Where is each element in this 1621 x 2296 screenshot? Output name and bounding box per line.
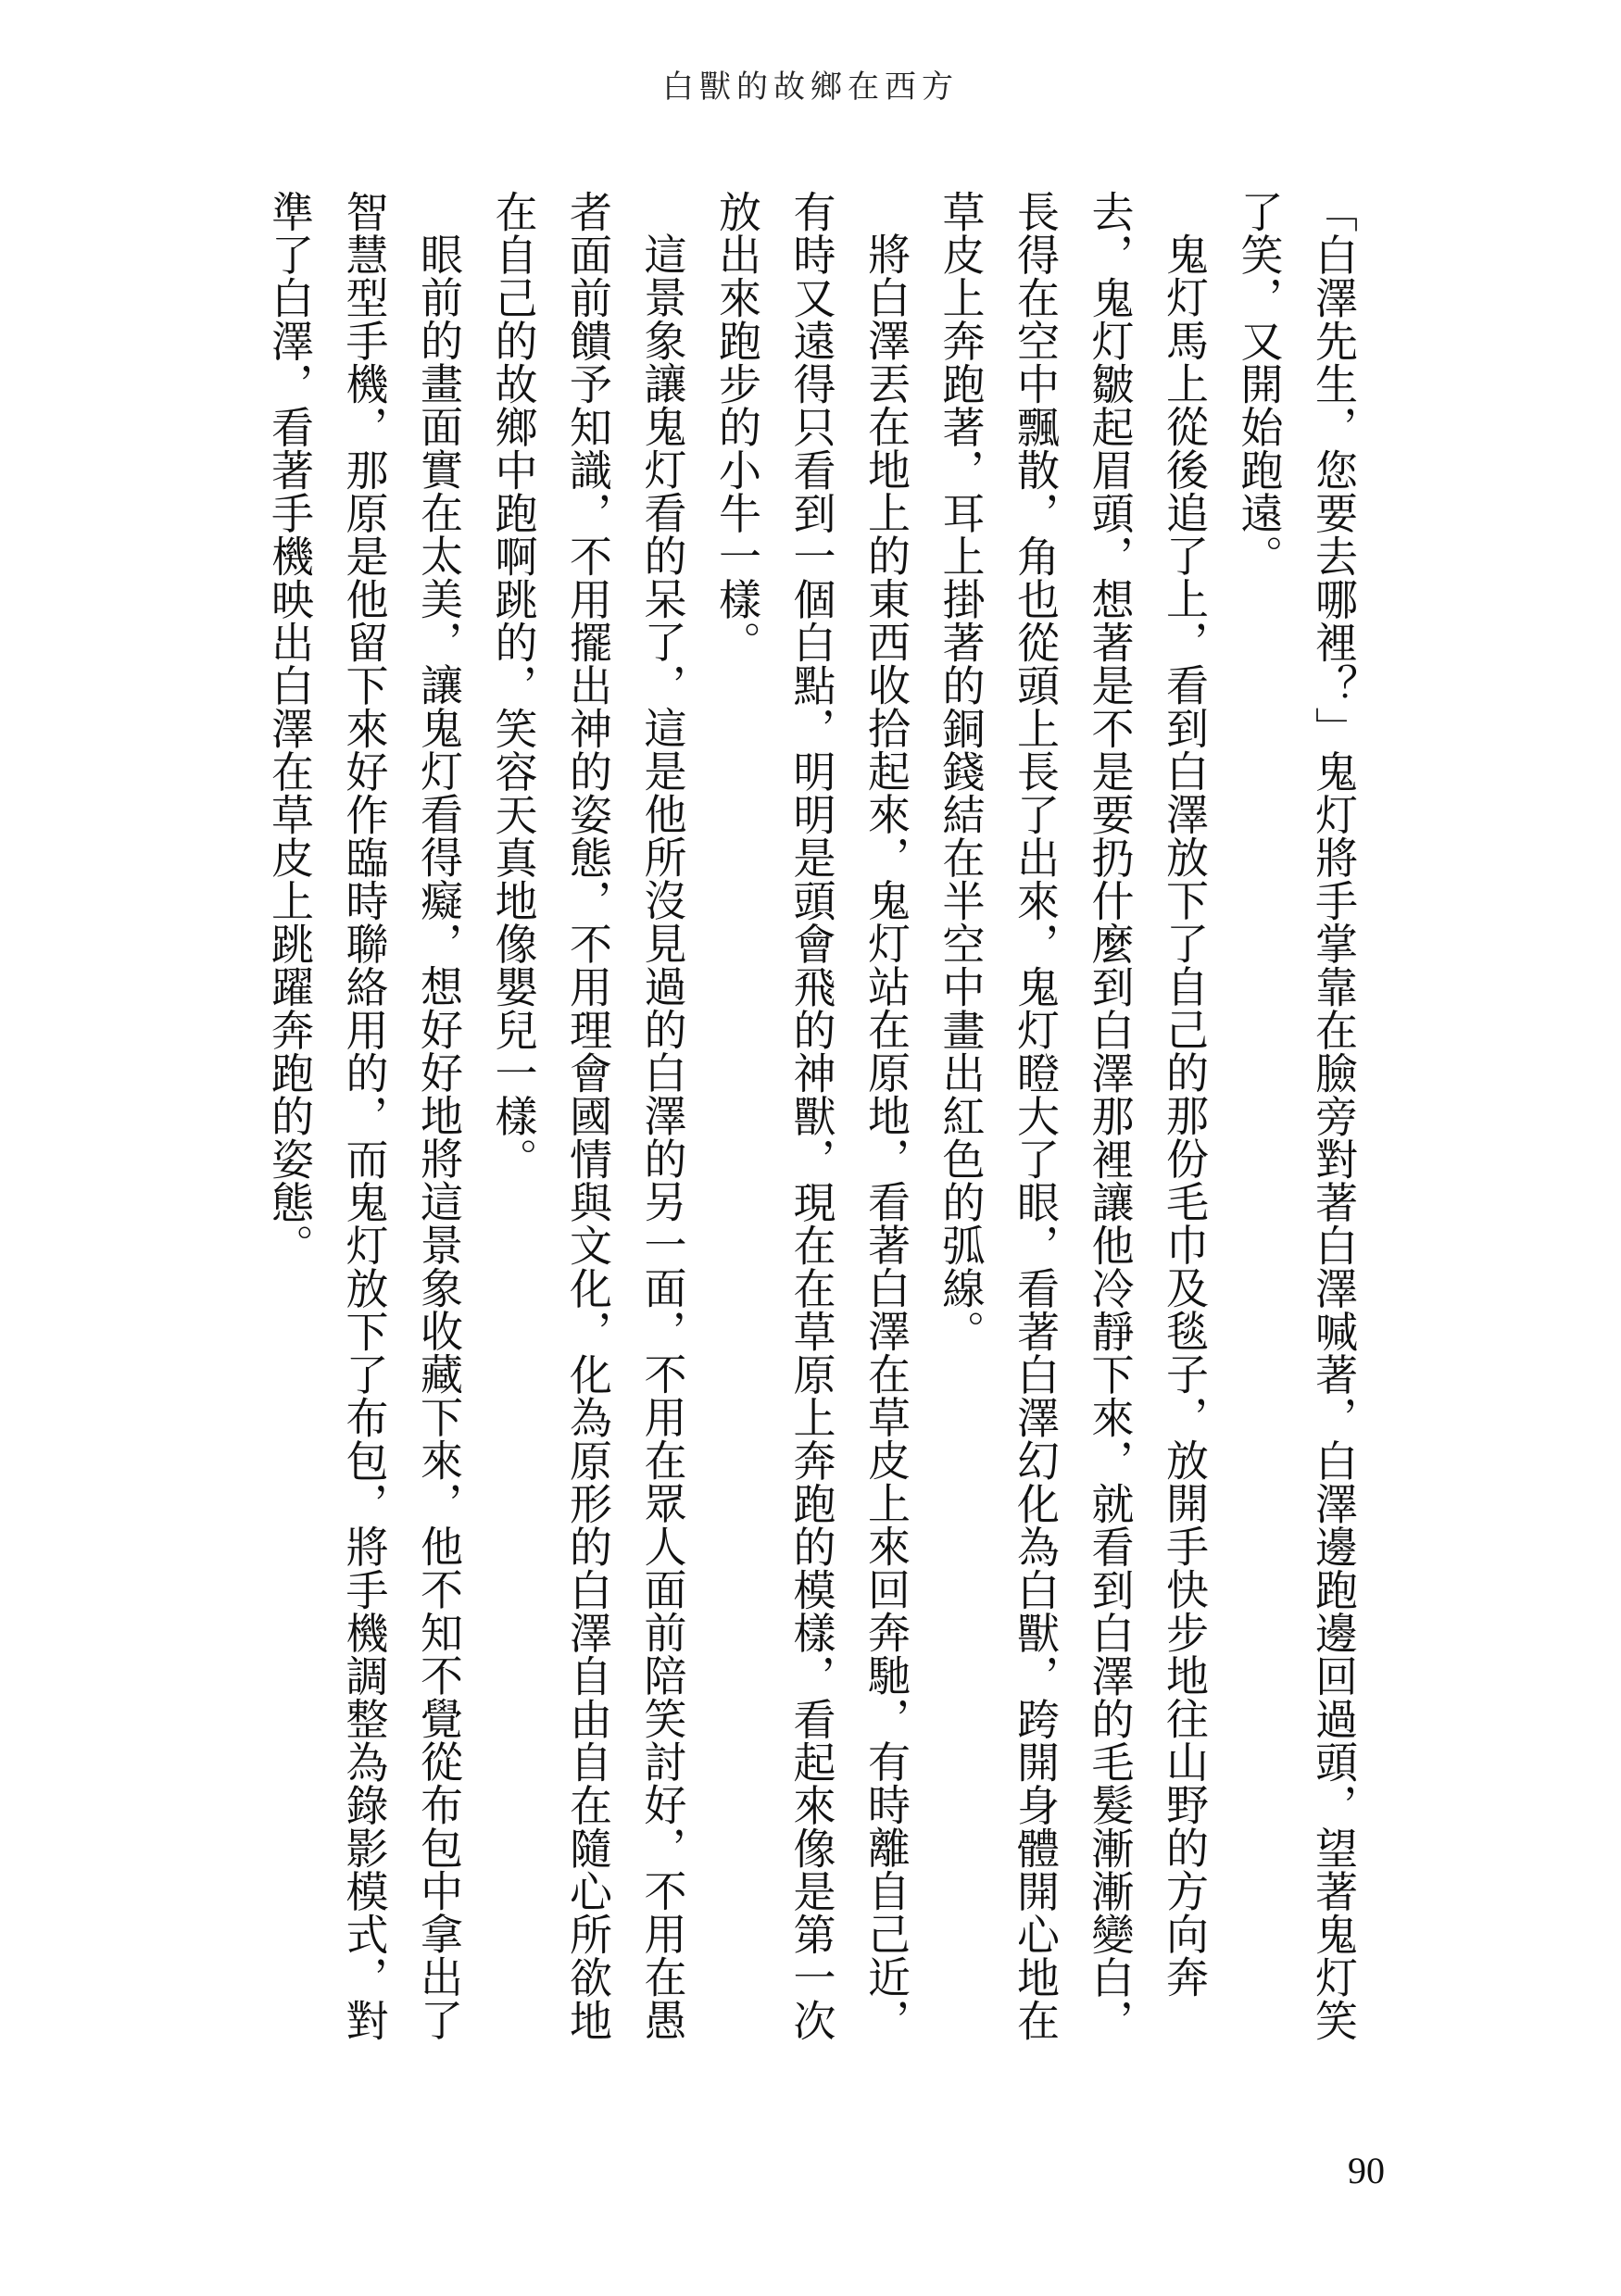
paragraph: 將白澤丟在地上的東西收拾起來，鬼灯站在原地，看著白澤在草皮上來回奔馳，有時離自己近，有時又遠得只看到一個白點，明明是頭會飛的神獸，現在在草原上奔跑的模樣，看起來像是第一次放出來跑步的小牛一樣。: [712, 190, 911, 2042]
paragraph: 「白澤先生，您要去哪裡？」鬼灯將手掌靠在臉旁對著白澤喊著，白澤邊跑邊回過頭，望著鬼灯笑了笑，又開始跑遠。: [1234, 190, 1359, 2042]
body-text: [195, 190, 1371, 2075]
running-header: 白獸的故鄉在西方: [662, 69, 959, 106]
paragraph: 眼前的畫面實在太美，讓鬼灯看得癡，想好好地將這景象收藏下來，他不知不覺從布包中拿出了智慧型手機，那原是他留下來好作臨時聯絡用的，而鬼灯放下了布包，將手機調整為錄影模式，對準了白澤，看著手機映出白澤在草皮上跳躍奔跑的姿態。: [265, 190, 464, 2042]
paragraph: 鬼灯馬上從後追了上，看到白澤放下了自己的那份毛巾及毯子，放開手快步地往山野的方向奔去，鬼灯皺起眉頭，想著是不是要扔什麼到白澤那裡讓他冷靜下來，就看到白澤的毛髮漸漸變白，長得在空中飄散，角也從頭上長了出來，鬼灯瞪大了眼，看著白澤幻化為白獸，跨開身體開心地在草皮上奔跑著，耳上掛著的銅錢結在半空中畫出紅色的弧線。: [936, 190, 1210, 2042]
page-number: 90: [1348, 2150, 1385, 2191]
paragraph: 這景象讓鬼灯看的呆了，這是他所沒見過的白澤的另一面，不用在眾人面前陪笑討好，不用在愚者面前饋予知識，不用擺出神的姿態，不用理會國情與文化，化為原形的白澤自由自在隨心所欲地在自己的故鄉中跑啊跳的，笑容天真地像嬰兒一樣。: [488, 190, 688, 2042]
